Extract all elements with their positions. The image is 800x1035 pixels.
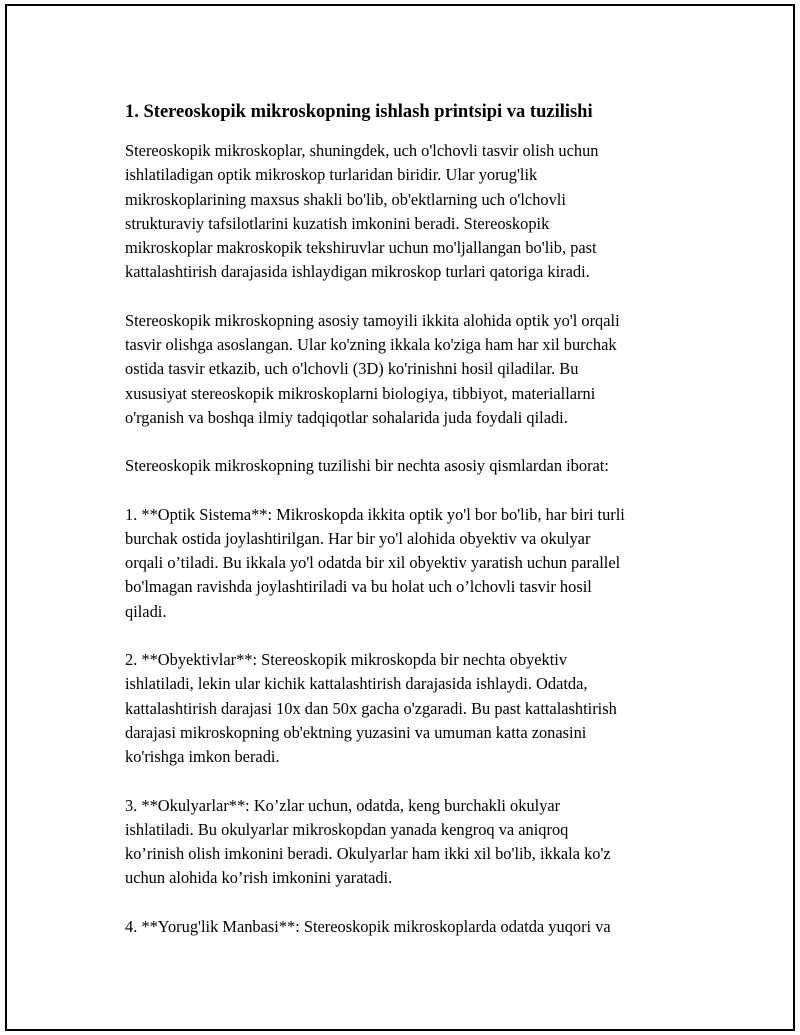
text-line: kattalashtirish darajasida ishlaydigan mikroskop turlari qatoriga kiradi. xyxy=(125,262,590,282)
text-line: 3. **Okulyarlar**: Ko’zlar uchun, odatda, keng burchakli okulyar xyxy=(125,795,561,815)
page-frame xyxy=(5,4,795,1031)
text-line: bo'lmagan ravishda joylashtiriladi va bu holat uch o’lchovli tasvir hosil xyxy=(125,577,592,597)
paragraph-structure-intro xyxy=(125,454,693,478)
list-item-light-source xyxy=(125,915,693,939)
text-line: burchak ostida joylashtirilgan. Har bir yo'l alohida obyektiv va okulyar xyxy=(125,528,591,548)
text-line: uchun alohida ko’rish imkonini yaratadi. xyxy=(125,868,393,888)
list-item-objectives xyxy=(125,648,693,769)
text-line: Stereoskopik mikroskoplar, shuningdek, uch o'lchovli tasvir olish uchun xyxy=(125,141,599,160)
text-line: strukturaviy tafsilotlarini kuzatish imkonini beradi. Stereoskopik xyxy=(125,213,550,233)
text-line: ishlatiladi. Bu okulyarlar mikroskopdan yanada kengroq va aniqroq xyxy=(125,819,569,839)
text-line: Stereoskopik mikroskopning tuzilishi bir nechta asosiy qismlardan iborat: xyxy=(125,456,609,476)
text-line: kattalashtirish darajasi 10x dan 50x gacha o'zgaradi. Bu past kattalashtirish xyxy=(125,698,617,718)
text-line: ishlatiladi, lekin ular kichik kattalashtirish darajasida ishlaydi. Odatda, xyxy=(125,674,588,694)
text-line: Stereoskopik mikroskopning asosiy tamoyili ikkita alohida optik yo'l orqali xyxy=(125,310,620,330)
text-line: 2. **Obyektivlar**: Stereoskopik mikroskopda bir nechta obyektiv xyxy=(125,650,568,670)
text-line: ishlatiladigan optik mikroskop turlaridan biridir. Ular yorug'lik xyxy=(125,165,538,185)
text-line: tasvir olishga asoslangan. Ular ko'zning ikkala ko'ziga ham har xil burchak xyxy=(125,335,617,355)
paragraph-intro xyxy=(125,139,693,285)
text-line: mikroskoplar makroskopik tekshiruvlar uchun mo'ljallangan bo'lib, past xyxy=(125,238,597,258)
list-item-eyepieces xyxy=(125,794,693,891)
text-line: darajasi mikroskopning ob'ektning yuzasini va umuman katta zonasini xyxy=(125,722,587,742)
text-line: o'rganish va boshqa ilmiy tadqiqotlar sohalarida juda foydali qiladi. xyxy=(125,407,568,427)
document-body xyxy=(125,99,693,963)
list-item-optical-system xyxy=(125,503,693,624)
text-line: orqali o’tiladi. Bu ikkala yo'l odatda bir xil obyektiv yaratish uchun parallel xyxy=(125,553,621,573)
text-line: mikroskoplarining maxsus shakli bo'lib, ob'ektlarning uch o'lchovli xyxy=(125,189,566,209)
section-heading: 1. Stereoskopik mikroskopning ishlash printsipi va tuzilishi xyxy=(125,102,593,122)
text-line: 4. **Yorug'lik Manbasi**: Stereoskopik mikroskoplarda odatda yuqori va xyxy=(125,916,611,936)
text-line: ko'rishga imkon beradi. xyxy=(125,747,280,767)
text-line: 1. **Optik Sistema**: Mikroskopda ikkita optik yo'l bor bo'lib, har biri turli xyxy=(125,504,625,524)
paragraph-principle xyxy=(125,309,693,430)
text-line: qiladi. xyxy=(125,601,167,621)
text-line: ostida tasvir etkazib, uch o'lchovli (3D) ko'rinishni hosil qiladilar. Bu xyxy=(125,359,579,379)
text-line: xususiyat stereoskopik mikroskoplarni biologiya, tibbiyot, materiallarni xyxy=(125,383,596,403)
text-line: ko’rinish olish imkonini beradi. Okulyarlar ham ikki xil bo'lib, ikkala ko'z xyxy=(125,844,611,864)
